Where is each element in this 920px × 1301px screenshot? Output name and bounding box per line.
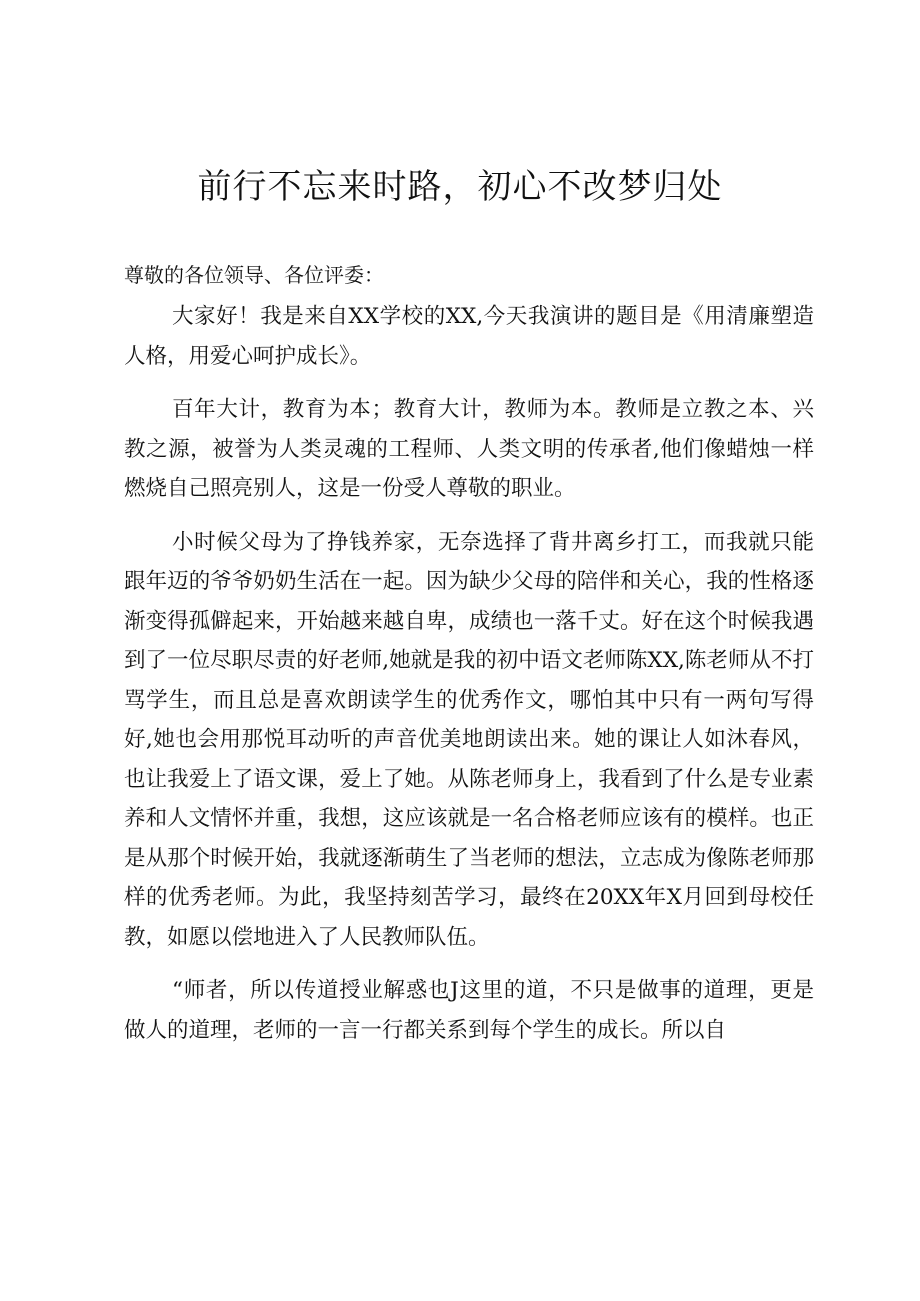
paragraph-education: 百年大计，教育为本；教育大计，教师为本。教师是立教之本、兴教之源，被誉为人类灵魂的工程师、人类文明的传承者,他们像蜡烛一样燃烧自己照亮别人，这是一份受人尊敬的职业。 bbox=[124, 397, 814, 501]
document-title: 前行不忘来时路，初心不改梦归处 bbox=[197, 167, 723, 207]
document-body bbox=[124, 257, 814, 1064]
paragraph-teacher-quote: “师者，所以传道授业解惑也J这里的道，不只是做事的道理，更是做人的道理，老师的一言一行都关系到每个学生的成长。所以自 bbox=[124, 978, 814, 1043]
paragraph-greeting: 大家好！我是来自XX学校的XX,今天我演讲的题目是《用清廉塑造人格，用爱心呵护成长》。 bbox=[124, 304, 814, 369]
salutation: 尊敬的各位领导、各位评委： bbox=[124, 263, 384, 287]
paragraph-childhood: 小时候父母为了挣钱养家，无奈选择了背井离乡打工，而我就只能跟年迈的爷爷奶奶生活在一起。因为缺少父母的陪伴和关心，我的性格逐渐变得孤僻起来，开始越来越自卑，成绩也一落千丈。好在这个时候我遇到了一位尽职尽责的好老师,她就是我的初中语文老师陈XX,陈老师从不打骂学生，而且总是喜欢朗读学生的优秀作文，哪怕其中只有一两句写得好,她也会用那悦耳动听的声音优美地朗读出来。她的课让人如沐春风，也让我爱上了语文课，爱上了她。从陈老师身上，我看到了什么是专业素养和人文情怀并重，我想，这应该就是一名合格老师应该有的模样。也正是从那个时候开始，我就逐渐萌生了当老师的想法，立志成为像陈老师那样的优秀老师。为此，我坚持刻苦学习，最终在20XX年X月回到母校任教，如愿以偿地进入了人民教师队伍。 bbox=[124, 529, 814, 950]
